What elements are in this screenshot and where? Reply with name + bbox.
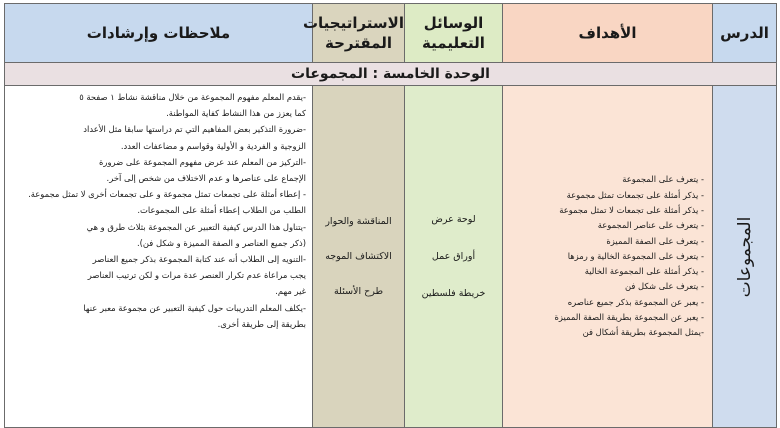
lesson-row xyxy=(5,86,777,428)
strategy-item: الاكتشاف الموجه xyxy=(325,251,392,262)
note-line: -يكلف المعلم التدريبات حول كيفية التعبير عن مجموعة معبر عنها xyxy=(83,302,306,313)
goal-item: -يمثل المجموعة بطريقة أشكال فن xyxy=(582,327,704,338)
goal-item: - يتعرف على شكل فن xyxy=(625,281,704,292)
means-item: أوراق عمل xyxy=(431,251,476,262)
goals-list xyxy=(503,172,712,340)
note-line: -يتناول هذا الدرس كيفية التعبير عن المجموعة بثلاث طرق و هي xyxy=(86,221,306,232)
goal-item: - يذكر أمثلة على تجمعات لا تمثل مجموعة xyxy=(559,204,704,215)
lesson-name: المجموعات xyxy=(734,216,755,297)
goal-item: - يتعرف على المجموعة الخالية و رمزها xyxy=(567,250,704,261)
lesson-cell xyxy=(713,86,777,428)
header-means-line1: الوسائل xyxy=(423,14,484,32)
strategy-item: المناقشة والحوار xyxy=(325,216,392,227)
goal-item: - يتعرف على عناصر المجموعة xyxy=(597,220,704,231)
note-line: - إعطاء أمثلة على تجمعات تمثل مجموعة و على تجمعات أخرى لا تمثل مجموعة. xyxy=(28,189,306,200)
note-line: -التنويه إلى الطلاب أنه عند كتابة المجموعة بذكر جميع العناصر xyxy=(92,254,306,265)
goal-item: - يذكر أمثلة على المجموعة الخالية xyxy=(584,266,704,277)
header-strategies xyxy=(302,4,405,63)
goal-item: - يعبر عن المجموعة بطريقة الصفة المميزة xyxy=(554,312,704,323)
header-row xyxy=(5,4,777,63)
means-item: خريطة فلسطين xyxy=(421,288,486,299)
header-means xyxy=(405,4,503,63)
strategy-item: طرح الأسئلة xyxy=(333,286,384,297)
note-line: بطريقة إلى طريقة أخرى. xyxy=(217,318,306,329)
note-line: -ضرورة التذكير بعض المفاهيم التي تم دراستها سابقا مثل الأعداد xyxy=(83,124,306,135)
header-means-line2: التعليمية xyxy=(422,34,485,52)
lesson-plan-table xyxy=(4,3,777,428)
unit-title: الوحدة الخامسة : المجموعات xyxy=(5,63,777,86)
note-line: -يقدم المعلم مفهوم المجموعة من خلال مناقشة نشاط ١ صفحة ٥ xyxy=(79,92,306,102)
means-item: لوحة عرض xyxy=(431,214,476,225)
means-cell xyxy=(405,86,503,428)
unit-row xyxy=(5,63,777,86)
header-goals: الأهداف xyxy=(503,4,713,63)
goal-item: - يذكر أمثلة على تجمعات تمثل مجموعة xyxy=(566,189,704,200)
goals-cell xyxy=(503,86,713,428)
note-line: (ذكر جميع العناصر و الصفة المميزة و شكل فن). xyxy=(137,237,306,248)
header-lesson: الدرس xyxy=(713,4,777,63)
header-notes: ملاحظات وإرشادات xyxy=(5,4,313,63)
note-line: الزوجية و الفردية و الأولية وقواسم و مضاعفات العدد. xyxy=(120,140,306,151)
note-line: غير مهم. xyxy=(275,286,306,297)
goal-item: - يتعرف على المجموعة xyxy=(622,174,704,185)
notes-cell xyxy=(5,86,313,428)
header-strategies-line2: المقترحة xyxy=(325,34,392,52)
goal-item: - يعبر عن المجموعة بذكر جميع عناصره xyxy=(567,296,704,307)
note-line: الإجماع على عناصرها و عدم الاختلاف من شخص إلى آخر. xyxy=(106,173,306,184)
header-strategies-line1: الاستراتيجيات xyxy=(302,14,404,32)
notes-body xyxy=(5,86,312,427)
strategies-cell xyxy=(313,86,405,428)
note-line: يجب مراعاة عدم تكرار العنصر عدة مرات و لكن ترتيب العناصر xyxy=(87,270,306,281)
goal-item: - يتعرف على الصفة المميزة xyxy=(606,235,704,246)
note-line: كما يعزز من هذا النشاط كفاية المواطنة. xyxy=(166,108,306,119)
note-line: الطلب من الطلاب إعطاء أمثلة على المجموعات. xyxy=(137,205,306,216)
note-line: -التركيز من المعلم عند عرض مفهوم المجموعة على ضرورة xyxy=(99,156,306,167)
